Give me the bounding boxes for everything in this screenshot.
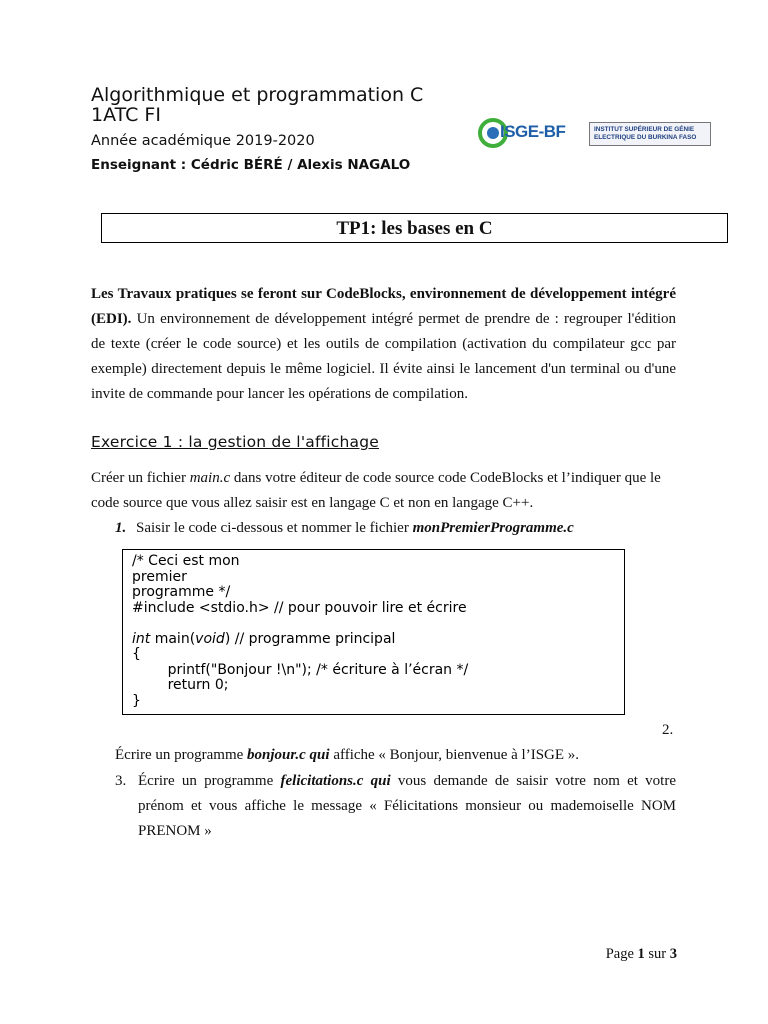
code-text xyxy=(123,550,624,713)
code-block xyxy=(122,549,625,715)
code-line: return 0; xyxy=(132,677,229,693)
code-line: /* Ceci est mon xyxy=(132,553,240,569)
code-line: printf("Bonjour !\n"); /* écriture à l’écran */ xyxy=(132,661,469,678)
logo-line-1: INSTITUT SUPÉRIEUR DE GÉNIE xyxy=(594,126,695,133)
list-item-2-file: bonjour.c qui xyxy=(247,747,330,763)
isge-logo xyxy=(478,118,713,150)
list-item-3 xyxy=(138,769,676,844)
code-keyword: int xyxy=(132,630,151,647)
code-line: ) // programme principal xyxy=(224,630,396,647)
list-item-2-text: Écrire un programme xyxy=(115,747,248,763)
tp-title: TP1: les bases en C xyxy=(336,218,493,239)
page-label: Page xyxy=(605,946,638,962)
exercise1-text xyxy=(91,466,676,516)
ex1-text-after: dans votre éditeur de code source code CodeBlocks et l’indiquer que le code source que vous allez saisir est en langage C et non en langage C++. xyxy=(91,470,661,511)
page-number xyxy=(606,946,677,963)
code-line: } xyxy=(132,692,141,709)
code-line: { xyxy=(132,646,141,662)
code-line: main( xyxy=(150,630,196,647)
course-title: Algorithmique et programmation C xyxy=(91,84,424,106)
list-item-2-rest: affiche « Bonjour, bienvenue à l’ISGE ». xyxy=(329,747,580,763)
page-total: 3 xyxy=(669,946,677,962)
code-line: programme */ xyxy=(132,584,231,600)
list-item-3-rest: vous demande de saisir votre nom et votre prénom et vous affiche le message « Félicitations monsieur ou mademoiselle NOM PRENOM » xyxy=(138,773,676,839)
list-item-3-text: Écrire un programme xyxy=(138,773,281,789)
list-item-1-number: 1. xyxy=(115,520,127,536)
code-keyword: void xyxy=(195,630,225,647)
list-item-3-number: 3. xyxy=(115,773,127,789)
ex1-text-before: Créer un fichier xyxy=(91,470,190,486)
list-item-1-text: Saisir le code ci-dessous et nommer le fichier xyxy=(136,520,413,536)
logo-institute-box xyxy=(589,122,711,146)
list-item-3-file: felicitations.c qui xyxy=(280,773,391,789)
code-line: #include <stdio.h> // pour pouvoir lire et écrire xyxy=(132,599,467,616)
ex1-file: main.c xyxy=(189,470,231,486)
tp-title-box xyxy=(101,213,728,243)
class-name: 1ATC FI xyxy=(91,104,161,126)
intro-paragraph xyxy=(91,282,676,407)
academic-year: Année académique 2019-2020 xyxy=(91,133,315,149)
logo-name: ISGE-BF xyxy=(500,122,566,141)
teachers: Enseignant : Cédric BÉRÉ / Alexis NAGALO xyxy=(91,157,411,173)
list-item-1 xyxy=(115,516,695,541)
code-line: premier xyxy=(132,568,187,585)
list-item-1-file: monPremierProgramme.c xyxy=(412,520,574,536)
list-item-2-number: 2. xyxy=(662,722,674,738)
page-current: 1 xyxy=(637,946,645,962)
logo-line-2: ELECTRIQUE DU BURKINA FASO xyxy=(594,134,697,141)
page-of: sur xyxy=(644,946,670,962)
intro-rest: Un environnement de développement intégré permet de prendre de : regrouper l'édition de texte (créer le code source) et les outils de compilation (activation du compilateur gcc par exemple) directement depuis le même logiciel. Il évite ainsi le lancement d'un terminal ou d'une invite de commande pour lancer les opérations de compilation. xyxy=(91,311,676,402)
intro-bold: Les Travaux pratiques se feront sur CodeBlocks, environnement de développement intégré (EDI). xyxy=(91,286,676,327)
exercise1-heading: Exercice 1 : la gestion de l'affichage xyxy=(91,433,380,451)
list-item-2 xyxy=(115,743,695,768)
